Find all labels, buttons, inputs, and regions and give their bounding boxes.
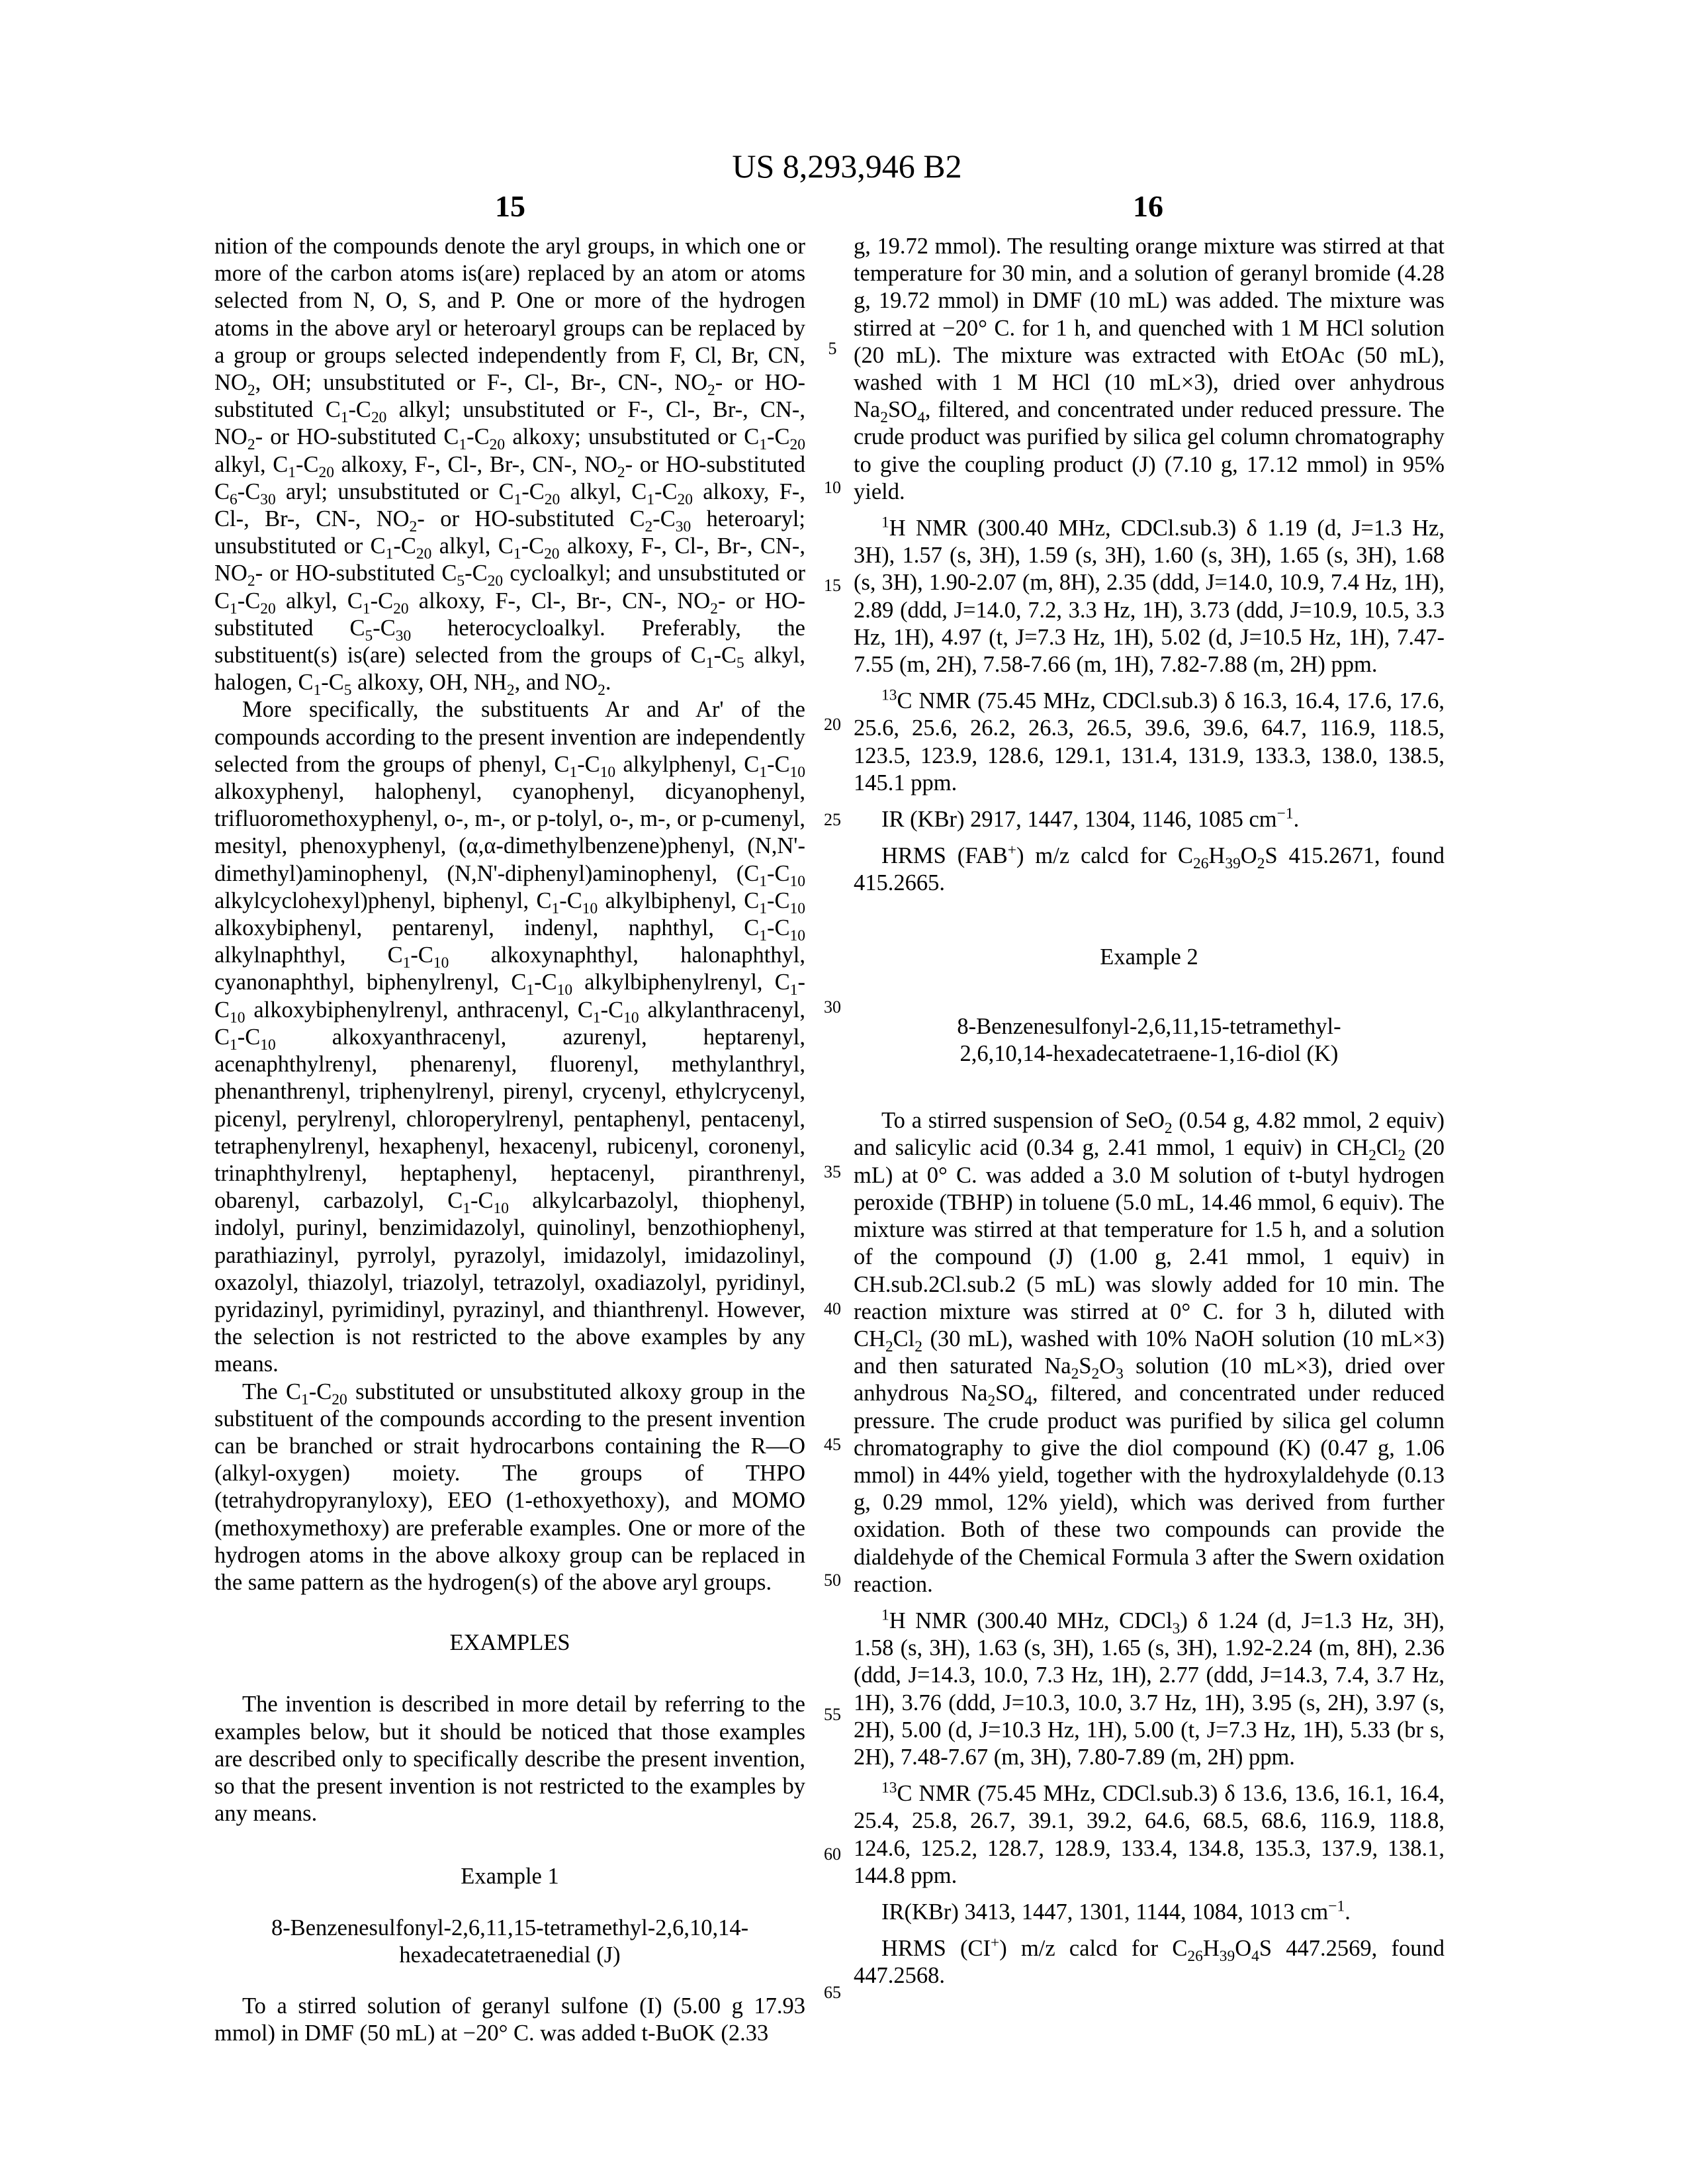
right-page-number: 16: [1133, 189, 1163, 224]
line-number: 60: [819, 1844, 846, 1864]
line-number: 5: [819, 339, 846, 359]
paragraph: g, 19.72 mmol). The resulting orange mixture was stirred at that temperature for 30 min, and a solution of geranyl bromide (4.28 g, 19.72 mmol) in DMF (10 mL) was added. The mixture was stirred at −20° C. for 1 h, and quenched with 1 M HCl solution (20 mL). The mixture was extracted with EtOAc (50 mL), washed with 1 M HCl (10 mL×3), dried over anhydrous Na2SO4, filtered, and concentrated under reduced pressure. The crude product was purified by silica gel column chromatography to give the coupling product (J) (7.10 g, 17.12 mmol) in 95% yield.: [854, 233, 1445, 506]
ir-k: IR(KBr) 3413, 1447, 1301, 1144, 1084, 1013 cm−1.: [854, 1899, 1445, 1926]
paragraph: More specifically, the substituents Ar and Ar' of the compounds according to the present invention are independently selected from the groups of phenyl, C1-C10 alkylphenyl, C1-C10 alkoxyphenyl, halophenyl, cyanophenyl, dicyanophenyl, trifluoromethoxyphenyl, o-, m-, or p-tolyl, o-, m-, or p-cumenyl, mesityl, phenoxyphenyl, (α,α-dimethylbenzene)phenyl, (N,N'-dimethyl)aminophenyl, (N,N'-diphenyl)aminophenyl, (C1-C10 alkylcyclohexyl)phenyl, biphenyl, C1-C10 alkylbiphenyl, C1-C10 alkoxybiphenyl, pentarenyl, indenyl, naphthyl, C1-C10 alkylnaphthyl, C1-C10 alkoxynaphthyl, halonaphthyl, cyanonaphthyl, biphenylrenyl, C1-C10 alkylbiphenylrenyl, C1-C10 alkoxybiphenylrenyl, anthracenyl, C1-C10 alkylanthracenyl, C1-C10 alkoxyanthracenyl, azurenyl, heptarenyl, acenaphthylrenyl, phenarenyl, fluorenyl, methylanthryl, phenanthrenyl, triphenylrenyl, pirenyl, crycenyl, ethylcrycenyl, picenyl, perylrenyl, chloroperylrenyl, pentaphenyl, pentacenyl, tetraphenylrenyl, hexaphenyl, hexacenyl, rubicenyl, coronenyl, trinaphthylrenyl, heptaphenyl, heptacenyl, piranthrenyl, obarenyl, carbazolyl, C1-C10 alkylcarbazolyl, thiophenyl, indolyl, purinyl, benzimidazolyl, quinolinyl, benzothiophenyl, parathiazinyl, pyrrolyl, pyrazolyl, imidazolyl, imidazolinyl, oxazolyl, thiazolyl, triazolyl, tetrazolyl, oxadiazolyl, pyridinyl, pyridazinyl, pyrimidinyl, pyrazinyl, and thianthrenyl. However, the selection is not restricted to the above examples by any means.: [214, 696, 805, 1378]
ir-j: IR (KBr) 2917, 1447, 1304, 1146, 1085 cm−1.: [854, 806, 1445, 833]
line-number: 50: [819, 1570, 846, 1590]
example1-heading: Example 1: [214, 1863, 805, 1890]
line-number: 40: [819, 1299, 846, 1319]
right-column: [854, 233, 1445, 1990]
nmr-13c-j: 13C NMR (75.45 MHz, CDCl.sub.3) δ 16.3, 16.4, 17.6, 17.6, 25.6, 25.6, 26.2, 26.3, 26.5, 39.6, 39.6, 64.7, 116.9, 118.5, 123.5, 123.9, 128.6, 129.1, 131.4, 131.9, 133.3, 138.0, 138.5, 145.1 ppm.: [854, 688, 1445, 797]
example2-title: 8-Benzenesulfonyl-2,6,11,15-tetramethyl-2,6,10,14-hexadecatetraene-1,16-diol (K): [854, 1013, 1445, 1068]
line-number: 10: [819, 478, 846, 498]
left-page-number: 15: [495, 189, 525, 224]
line-number: 55: [819, 1705, 846, 1725]
left-column: [214, 233, 805, 2047]
nmr-13c-k: 13C NMR (75.45 MHz, CDCl.sub.3) δ 13.6, 13.6, 16.1, 16.4, 25.4, 25.8, 26.7, 39.1, 39.2, 64.6, 68.5, 68.6, 116.9, 118.8, 124.6, 125.2, 128.7, 128.9, 133.4, 134.8, 135.3, 137.9, 138.1, 144.8 ppm.: [854, 1780, 1445, 1889]
line-number: 30: [819, 997, 846, 1017]
hrms-j: HRMS (FAB+) m/z calcd for C26H39O2S 415.2671, found 415.2665.: [854, 842, 1445, 897]
paragraph: nition of the compounds denote the aryl groups, in which one or more of the carbon atoms is(are) replaced by an atom or atoms selected from N, O, S, and P. One or more of the hydrogen atoms in the above aryl or heteroaryl groups can be replaced by a group or groups selected independently from F, Cl, Br, CN, NO2, OH; unsubstituted or F-, Cl-, Br-, CN-, NO2- or HO-substituted C1-C20 alkyl; unsubstituted or F-, Cl-, Br-, CN-, NO2- or HO-substituted C1-C20 alkoxy; unsubstituted or C1-C20 alkyl, C1-C20 alkoxy, F-, Cl-, Br-, CN-, NO2- or HO-substituted C6-C30 aryl; unsubstituted or C1-C20 alkyl, C1-C20 alkoxy, F-, Cl-, Br-, CN-, NO2- or HO-substituted C2-C30 heteroaryl; unsubstituted or C1-C20 alkyl, C1-C20 alkoxy, F-, Cl-, Br-, CN-, NO2- or HO-substituted C5-C20 cycloalkyl; and unsubstituted or C1-C20 alkyl, C1-C20 alkoxy, F-, Cl-, Br-, CN-, NO2- or HO-substituted C5-C30 heterocycloalkyl. Preferably, the substituent(s) is(are) selected from the groups of C1-C5 alkyl, halogen, C1-C5 alkoxy, OH, NH2, and NO2.: [214, 233, 805, 696]
line-number: 65: [819, 1983, 846, 2003]
line-number: 35: [819, 1162, 846, 1182]
nmr-1h-k: 1H NMR (300.40 MHz, CDCl3) δ 1.24 (d, J=1.3 Hz, 3H), 1.58 (s, 3H), 1.63 (s, 3H), 1.65 (s, 3H), 1.92-2.24 (m, 8H), 2.36 (ddd, J=14.3, 10.0, 7.3 Hz, 1H), 2.77 (ddd, J=14.3, 7.4, 3.7 Hz, 1H), 3.76 (ddd, J=10.3, 10.0, 3.7 Hz, 1H), 3.95 (s, 2H), 3.97 (s, 2H), 5.00 (d, J=10.3 Hz, 1H), 5.00 (t, J=7.3 Hz, 1H), 5.33 (br s, 2H), 7.48-7.67 (m, 3H), 7.80-7.89 (m, 2H) ppm.: [854, 1608, 1445, 1771]
paragraph: The C1-C20 substituted or unsubstituted alkoxy group in the substituent of the compounds according to the present invention can be branched or strait hydrocarbons containing the R—O (alkyl-oxygen) moiety. The groups of THPO (tetrahydropyranyloxy), EEO (1-ethoxyethoxy), and MOMO (methoxymethoxy) are preferable examples. One or more of the hydrogen atoms in the above alkoxy group can be replaced in the same pattern as the hydrogen(s) of the above aryl groups.: [214, 1379, 805, 1597]
paragraph: To a stirred solution of geranyl sulfone (I) (5.00 g 17.93 mmol) in DMF (50 mL) at −20° C. was added t-BuOK (2.33: [214, 1993, 805, 2047]
examples-heading: EXAMPLES: [214, 1629, 805, 1657]
line-number: 20: [819, 715, 846, 735]
hrms-k: HRMS (CI+) m/z calcd for C26H39O4S 447.2569, found 447.2568.: [854, 1935, 1445, 1989]
nmr-1h-j: 1H NMR (300.40 MHz, CDCl.sub.3) δ 1.19 (d, J=1.3 Hz, 3H), 1.57 (s, 3H), 1.59 (s, 3H), 1.60 (s, 3H), 1.65 (s, 3H), 1.68 (s, 3H), 1.90-2.07 (m, 8H), 2.35 (ddd, J=14.0, 10.9, 7.4 Hz, 1H), 2.89 (ddd, J=14.0, 7.2, 3.3 Hz, 1H), 3.73 (ddd, J=10.9, 10.5, 3.3 Hz, 1H), 4.97 (t, J=7.3 Hz, 1H), 5.02 (d, J=10.5 Hz, 1H), 7.47-7.55 (m, 2H), 7.58-7.66 (m, 1H), 7.82-7.88 (m, 2H) ppm.: [854, 515, 1445, 678]
line-number: 45: [819, 1435, 846, 1455]
paragraph: To a stirred suspension of SeO2 (0.54 g, 4.82 mmol, 2 equiv) and salicylic acid (0.34 g, 2.41 mmol, 1 equiv) in CH2Cl2 (20 mL) at 0° C. was added a 3.0 M solution of t-butyl hydrogen peroxide (TBHP) in toluene (5.0 mL, 14.46 mmol, 6 equiv). The mixture was stirred at that temperature for 1.5 h, and a solution of the compound (J) (1.00 g, 2.41 mmol, 1 equiv) in CH.sub.2Cl.sub.2 (5 mL) was slowly added for 10 min. The reaction mixture was stirred at 0° C. for 3 h, diluted with CH2Cl2 (30 mL), washed with 10% NaOH solution (10 mL×3) and then saturated Na2S2O3 solution (10 mL×3), dried over anhydrous Na2SO4, filtered, and concentrated under reduced pressure. The crude product was purified by silica gel column chromatography to give the diol compound (K) (0.47 g, 1.06 mmol) in 44% yield, together with the hydroxylaldehyde (0.13 g, 0.29 mmol, 12% yield), which was derived from further oxidation. Both of these two compounds can provide the dialdehyde of the Chemical Formula 3 after the Swern oxidation reaction.: [854, 1107, 1445, 1598]
line-number: 25: [819, 810, 846, 830]
paragraph: The invention is described in more detail by referring to the examples below, but it should be noticed that those examples are described only to specifically describe the present invention, so that the present invention is not restricted to the examples by any means.: [214, 1691, 805, 1827]
example1-title: 8-Benzenesulfonyl-2,6,11,15-tetramethyl-2,6,10,14-hexadecatetraenedial (J): [214, 1915, 805, 1969]
line-number: 15: [819, 576, 846, 596]
patent-number: US 8,293,946 B2: [0, 147, 1694, 185]
example2-heading: Example 2: [854, 944, 1445, 971]
